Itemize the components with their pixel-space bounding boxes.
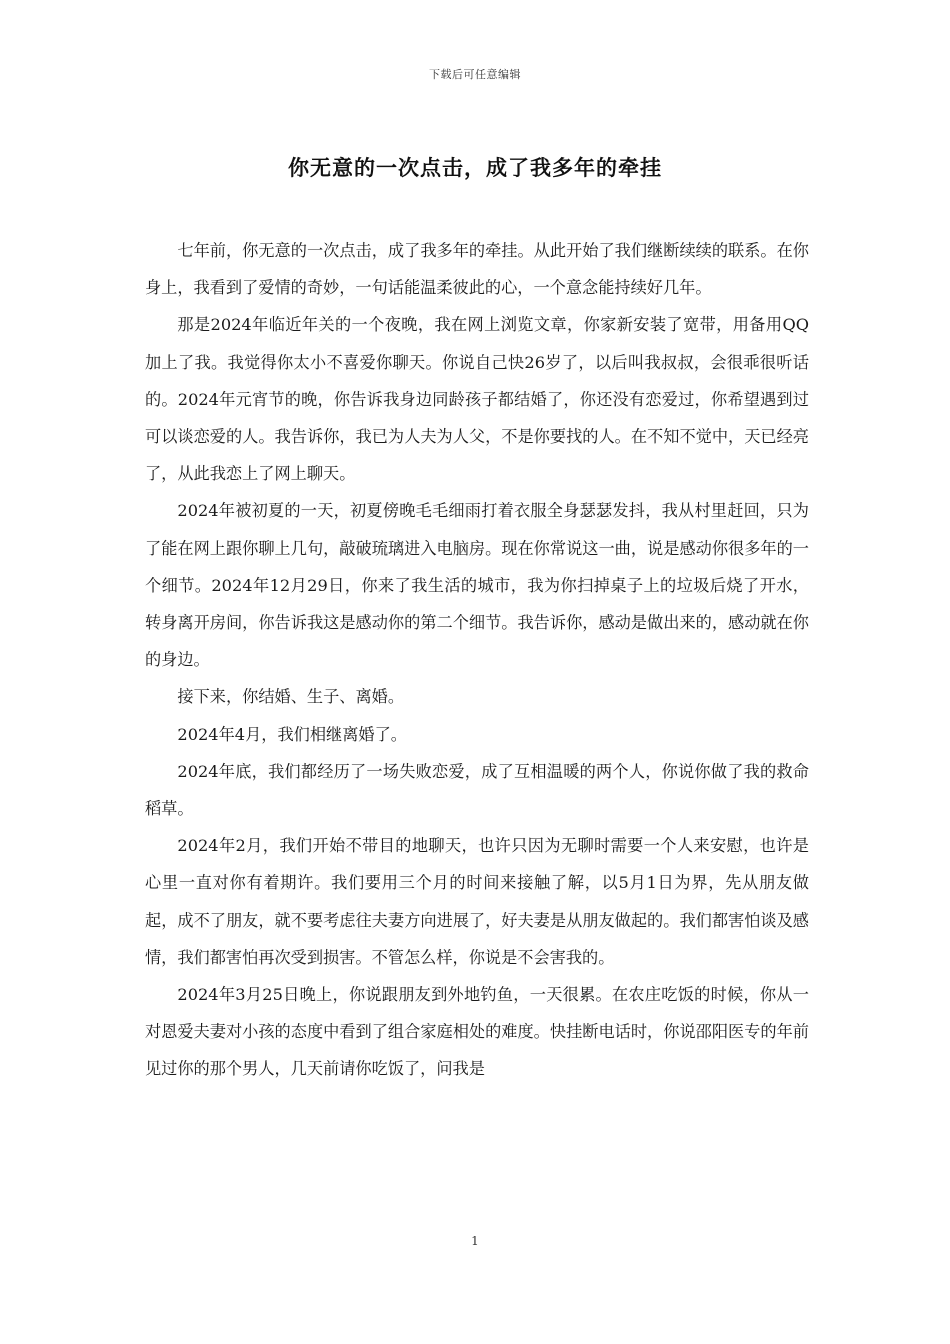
body-paragraph: 接下来，你结婚、生子、离婚。 [177,687,405,707]
body-paragraph: 七年前，你无意的一次点击，成了我多年的牵挂。从此开始了我们继断续续的联系。在你身上，我看到了爱情的奇妙，一句话能温柔彼此的心，一个意念能持续好几年。 [145,241,809,298]
body-paragraph: 2024年3月25日晚上，你说跟朋友到外地钓鱼，一天很累。在农庄吃饭的时候，你从一对恩爱夫妻对小孩的态度中看到了组合家庭相处的难度。快挂断电话时，你说邵阳医专的年前见过你的那个男人，几天前请你吃饭了，问我是 [145,985,809,1079]
page-number: 1 [471,1234,479,1248]
page-header-note: 下载后可任意编辑 [429,68,521,81]
body-paragraph: 2024年底，我们都经历了一场失败恋爱，成了互相温暖的两个人，你说你做了我的救命稻草。 [145,761,809,819]
body-paragraph: 2024年被初夏的一天，初夏傍晚毛毛细雨打着衣服全身瑟瑟发抖，我从村里赶回，只为了能在网上跟你聊上几句，敲破琉璃进入电脑房。现在你常说这一曲，说是感动你很多年的一个细节。2024年12月29日，你来了我生活的城市，我为你扫掉桌子上的垃圾后烧了开水，转身离开房间，你告诉我这是感动你的第二个细节。我告诉你，感动是做出来的，感动就在你的身边。 [145,501,809,670]
document-body [145,232,809,1088]
document-title: 你无意的一次点击，成了我多年的牵挂 [288,155,662,180]
body-paragraph: 2024年4月，我们相继离婚了。 [177,724,407,744]
body-paragraph: 2024年2月，我们开始不带目的地聊天，也许只因为无聊时需要一个人来安慰，也许是心里一直对你有着期许。我们要用三个月的时间来接触了解，以5月1日为界，先从朋友做起，成不了朋友，就不要考虑往夫妻方向进展了，好夫妻是从朋友做起的。我们都害怕谈及感情，我们都害怕再次受到损害。不管怎么样，你说是不会害我的。 [145,836,809,967]
body-paragraph: 那是2024年临近年关的一个夜晚，我在网上浏览文章，你家新安装了宽带，用备用QQ加上了我。我觉得你太小不喜爱你聊天。你说自己快26岁了，以后叫我叔叔，会很乖很听话的。2024年元宵节的晚，你告诉我身边同龄孩子都结婚了，你还没有恋爱过，你希望遇到过可以谈恋爱的人。我告诉你，我已为人夫为人父，不是你要找的人。在不知不觉中，天已经亮了，从此我恋上了网上聊天。 [145,315,809,484]
